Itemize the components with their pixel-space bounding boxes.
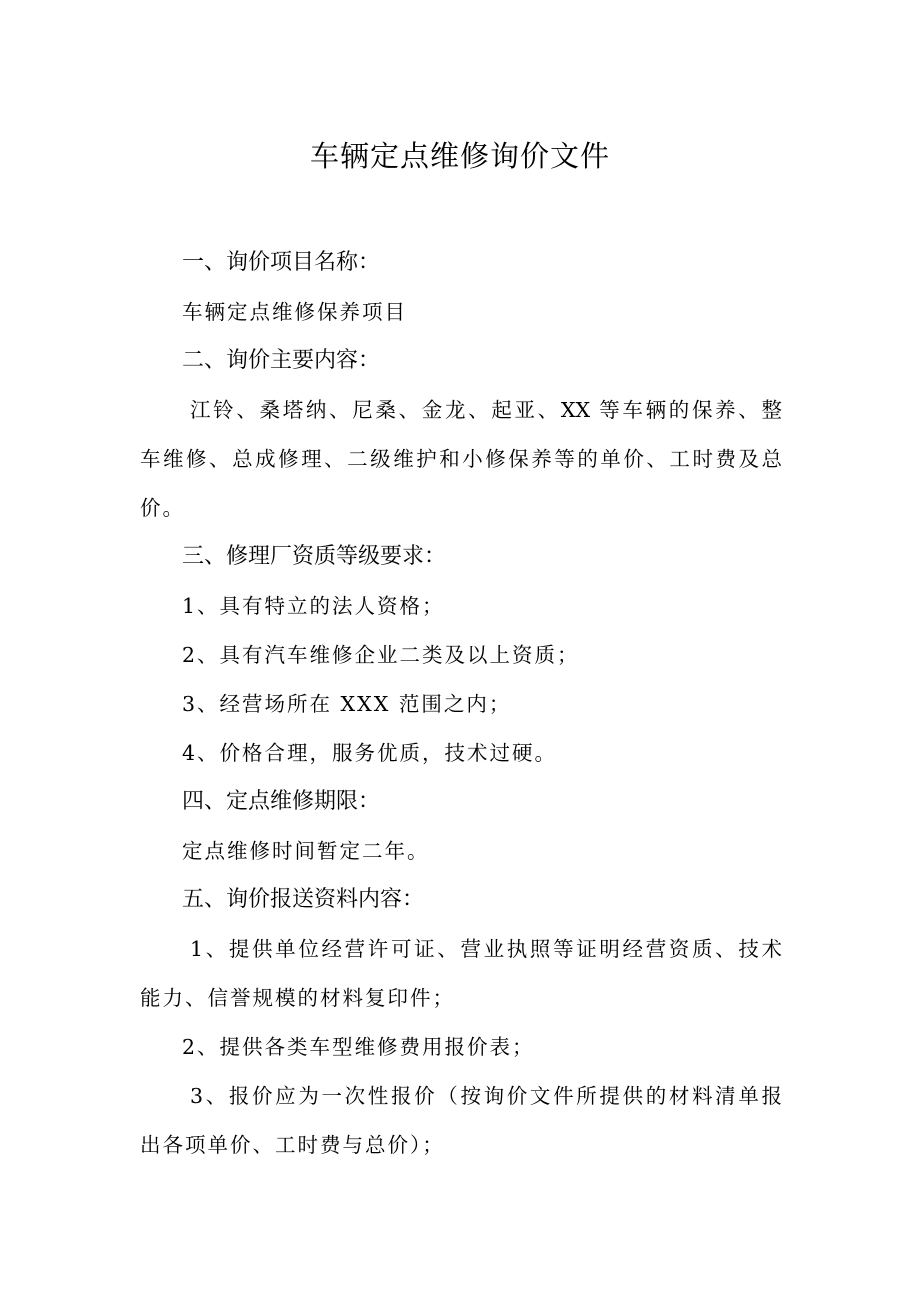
section-1-heading: 一、询价项目名称： <box>182 250 381 275</box>
section-3-item-1: 1、具有特立的法人资格； <box>182 594 445 618</box>
section-2-heading: 二、询价主要内容： <box>182 348 381 373</box>
section-3-item-2: 2、具有汽车维修企业二类及以上资质； <box>182 643 580 667</box>
section-2-line-3: 价。 <box>140 496 185 520</box>
section-5-line-1: 1、提供单位经营许可证、营业执照等证明经营资质、技术 <box>190 937 782 961</box>
section-5-heading: 五、询价报送资料内容： <box>182 887 425 912</box>
section-2-line-1: 江铃、桑塔纳、尼桑、金龙、起亚、XX 等车辆的保养、整 <box>190 398 782 422</box>
section-1-text: 车辆定点维修保养项目 <box>182 300 407 324</box>
section-5-line-2: 能力、信誉规模的材料复印件； <box>140 986 455 1010</box>
section-5-line-3: 2、提供各类车型维修费用报价表； <box>182 1035 535 1059</box>
section-3-heading: 三、修理厂资质等级要求： <box>182 544 447 569</box>
section-3-item-4: 4、价格合理，服务优质，技术过硬。 <box>182 741 558 765</box>
section-2-line-2: 车维修、总成修理、二级维护和小修保养等的单价、工时费及总 <box>140 447 782 471</box>
document-title: 车辆定点维修询价文件 <box>309 139 610 173</box>
section-3-item-3: 3、经营场所在 XXX 范围之内； <box>182 692 512 716</box>
section-5-line-4: 3、报价应为一次性报价（按询价文件所提供的材料清单报 <box>190 1084 782 1108</box>
section-5-line-5: 出各项单价、工时费与总价）； <box>140 1133 445 1157</box>
section-4-text: 定点维修时间暂定二年。 <box>182 839 430 863</box>
section-4-heading: 四、定点维修期限： <box>182 789 381 814</box>
